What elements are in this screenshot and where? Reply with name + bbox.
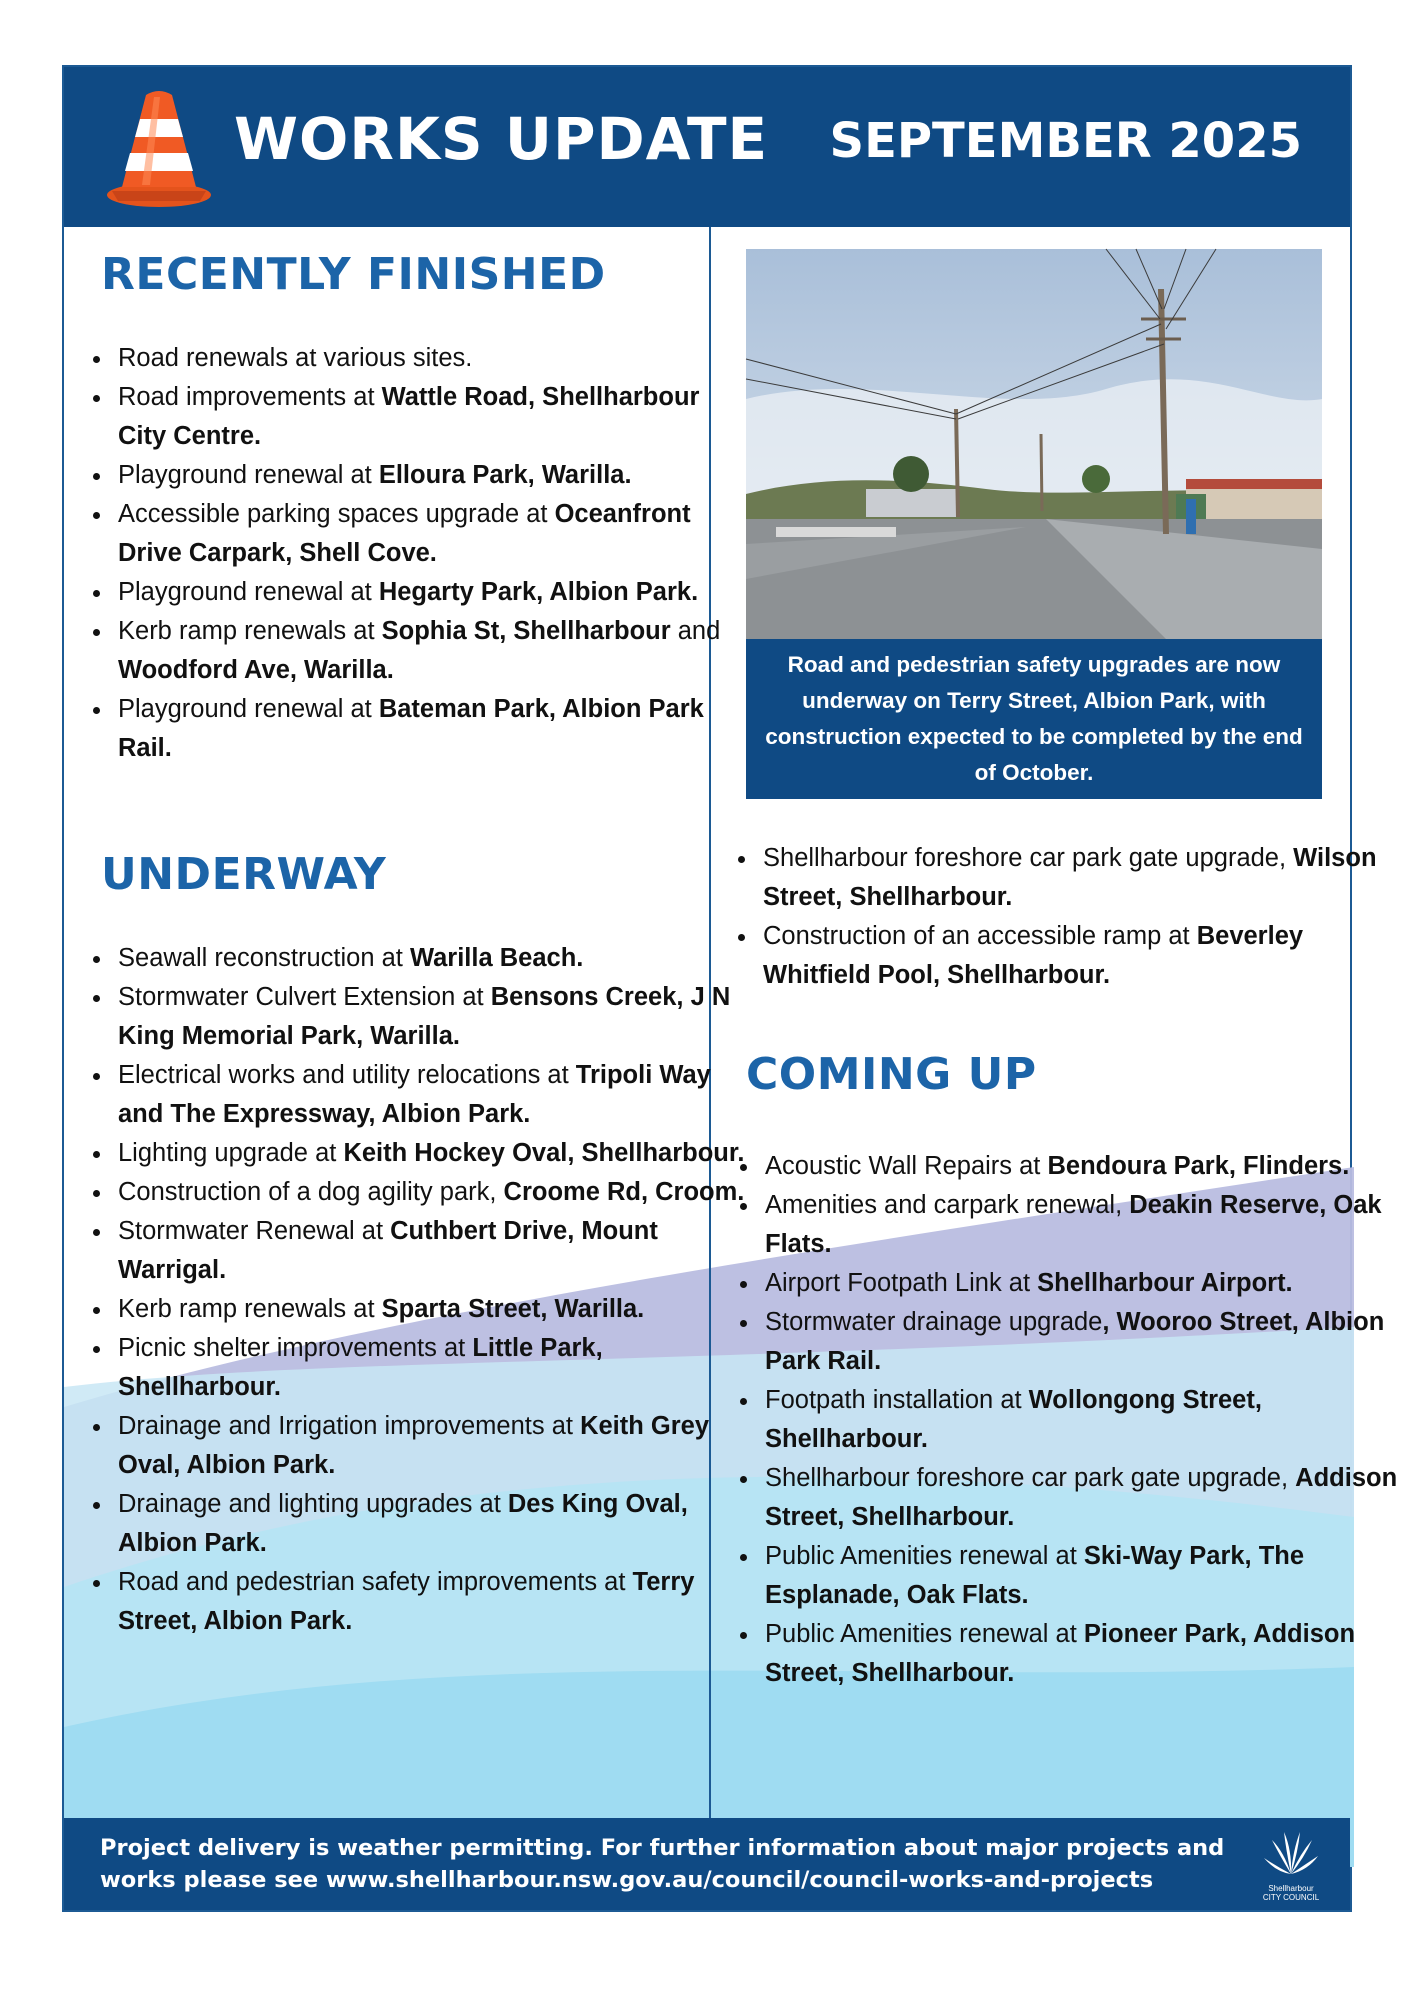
description-text: Acoustic Wall Repairs at — [765, 1152, 1048, 1180]
page-frame — [62, 65, 1398, 1912]
location-text: Wilson Street, Shellharbour. — [763, 844, 1377, 911]
list-item — [761, 1264, 1401, 1303]
list-item — [114, 1212, 749, 1290]
description-text: Seawall reconstruction at — [118, 944, 410, 972]
description-text: Public Amenities renewal at — [765, 1620, 1084, 1648]
location-text: Wattle Road, Shellharbour City Centre. — [118, 383, 700, 450]
list-item — [761, 1303, 1401, 1381]
list-item — [114, 573, 749, 612]
list-item — [114, 339, 749, 378]
traffic-cone-icon — [104, 87, 214, 209]
description-text: Footpath installation at — [765, 1386, 1029, 1414]
location-text: Oceanfront Drive Carpark, Shell Cove. — [118, 500, 691, 567]
description-text: Stormwater Culvert Extension at — [118, 983, 491, 1011]
description-text: Amenities and carpark renewal, — [765, 1191, 1130, 1219]
location-text: Addison Street, Shellharbour. — [765, 1464, 1398, 1531]
description-text: Stormwater Renewal at — [118, 1217, 391, 1245]
description-text: and — [670, 617, 721, 645]
location-text: Deakin Reserve, Oak Flats. — [765, 1191, 1382, 1258]
description-text: Accessible parking spaces upgrade at — [118, 500, 555, 528]
description-text: Stormwater drainage upgrade — [765, 1308, 1103, 1336]
list-item — [761, 1186, 1401, 1264]
list-item — [761, 1147, 1401, 1186]
description-text: Public Amenities renewal at — [765, 1542, 1084, 1570]
location-text: Little Park, Shellharbour. — [118, 1334, 603, 1401]
photo-caption: Road and pedestrian safety upgrades are now underway on Terry Street, Albion Park, with construction expected to be completed by the end of October. — [746, 639, 1322, 799]
description-text: Shellharbour foreshore car park gate upgrade, — [765, 1464, 1296, 1492]
location-text: Keith Grey Oval, Albion Park. — [118, 1412, 710, 1479]
location-text: Bendoura Park, Flinders. — [1047, 1152, 1350, 1180]
location-text: Pioneer Park, Addison Street, Shellharbour. — [765, 1620, 1356, 1687]
underway-heading: UNDERWAY — [101, 849, 387, 900]
description-text: Picnic shelter improvements at — [118, 1334, 473, 1362]
list-item — [114, 939, 749, 978]
list-item — [114, 1290, 749, 1329]
description-text: Electrical works and utility relocations at — [118, 1061, 576, 1089]
list-item — [759, 917, 1399, 995]
coming-up-heading: COMING UP — [746, 1049, 1037, 1100]
location-text: Beverley Whitfield Pool, Shellharbour. — [763, 922, 1304, 989]
description-text: Construction of a dog agility park, — [118, 1178, 504, 1206]
location-text: Shellharbour Airport. — [1037, 1269, 1293, 1297]
recently-finished-heading: RECENTLY FINISHED — [101, 249, 606, 300]
description-text: Lighting upgrade at — [118, 1139, 344, 1167]
description-text: Kerb ramp renewals at — [118, 617, 382, 645]
list-item — [114, 456, 749, 495]
list-item — [761, 1459, 1401, 1537]
location-text: Bateman Park, Albion Park Rail. — [118, 695, 704, 762]
header-banner — [64, 67, 1350, 227]
location-text: Cuthbert Drive, Mount Warrigal. — [118, 1217, 658, 1284]
location-text: Keith Hockey Oval, Shellharbour. — [343, 1139, 745, 1167]
list-item — [114, 1134, 749, 1173]
recently-finished-list — [64, 339, 749, 768]
location-text: Croome Rd, Croom. — [503, 1178, 745, 1206]
list-item — [114, 378, 749, 456]
list-item — [761, 1615, 1401, 1693]
location-text: Elloura Park, Warilla. — [378, 461, 632, 489]
location-text: Ski-Way Park, The Esplanade, Oak Flats. — [765, 1542, 1305, 1609]
list-item — [114, 1329, 749, 1407]
description-text: Airport Footpath Link at — [765, 1269, 1038, 1297]
list-item — [114, 1485, 749, 1563]
coming-up-list — [711, 1147, 1401, 1693]
list-item — [759, 839, 1399, 917]
list-item — [761, 1381, 1401, 1459]
list-item — [114, 690, 749, 768]
location-text: Warilla Beach. — [409, 944, 584, 972]
description-text: Shellharbour foreshore car park gate upgrade, — [763, 844, 1294, 872]
description-text: Construction of an accessible ramp at — [763, 922, 1197, 950]
underway-continued-list — [709, 839, 1399, 995]
location-text: , Wooroo Street, Albion Park Rail. — [765, 1308, 1385, 1375]
description-text: Road renewals at various sites. — [118, 344, 473, 372]
location-text: Woodford Ave, Warilla. — [118, 656, 394, 684]
list-item — [114, 495, 749, 573]
description-text: Drainage and Irrigation improvements at — [118, 1412, 581, 1440]
council-logo-text: Shellharbour CITY COUNCIL — [1262, 1884, 1320, 1902]
location-text: Tripoli Way and The Expressway, Albion Park. — [118, 1061, 711, 1128]
location-text: Wollongong Street, Shellharbour. — [765, 1386, 1262, 1453]
list-item — [114, 1407, 749, 1485]
description-text: Road improvements at — [118, 383, 382, 411]
page-title: WORKS UPDATE — [234, 105, 769, 173]
list-item — [114, 1563, 749, 1641]
issue-date: SEPTEMBER 2025 — [829, 113, 1302, 169]
location-text: Bensons Creek, J N King Memorial Park, Warilla. — [118, 983, 731, 1050]
description-text: Road and pedestrian safety improvements at — [118, 1568, 633, 1596]
shell-logo-icon — [1260, 1826, 1322, 1882]
location-text: Sparta Street, Warilla. — [381, 1295, 645, 1323]
list-item — [114, 978, 749, 1056]
list-item — [761, 1537, 1401, 1615]
footer-note: Project delivery is weather permitting. For further information about major projects and works please see www.shellharbour.nsw.gov.au/council/council-works-and-projects — [100, 1835, 1225, 1893]
description-text: Kerb ramp renewals at — [118, 1295, 382, 1323]
location-text: Sophia St, Shellharbour — [381, 617, 671, 645]
description-text: Playground renewal at — [118, 461, 379, 489]
location-text: Hegarty Park, Albion Park. — [378, 578, 699, 606]
list-item — [114, 612, 749, 690]
description-text: Playground renewal at — [118, 695, 379, 723]
list-item — [114, 1173, 749, 1212]
location-text: Terry Street, Albion Park. — [118, 1568, 695, 1635]
list-item — [114, 1056, 749, 1134]
description-text: Playground renewal at — [118, 578, 379, 606]
description-text: Drainage and lighting upgrades at — [118, 1490, 508, 1518]
council-logo — [1260, 1826, 1322, 1904]
location-text: Des King Oval, Albion Park. — [118, 1490, 688, 1557]
underway-list — [64, 939, 749, 1641]
terry-street-photo — [746, 249, 1322, 639]
footer-banner — [64, 1818, 1350, 1910]
